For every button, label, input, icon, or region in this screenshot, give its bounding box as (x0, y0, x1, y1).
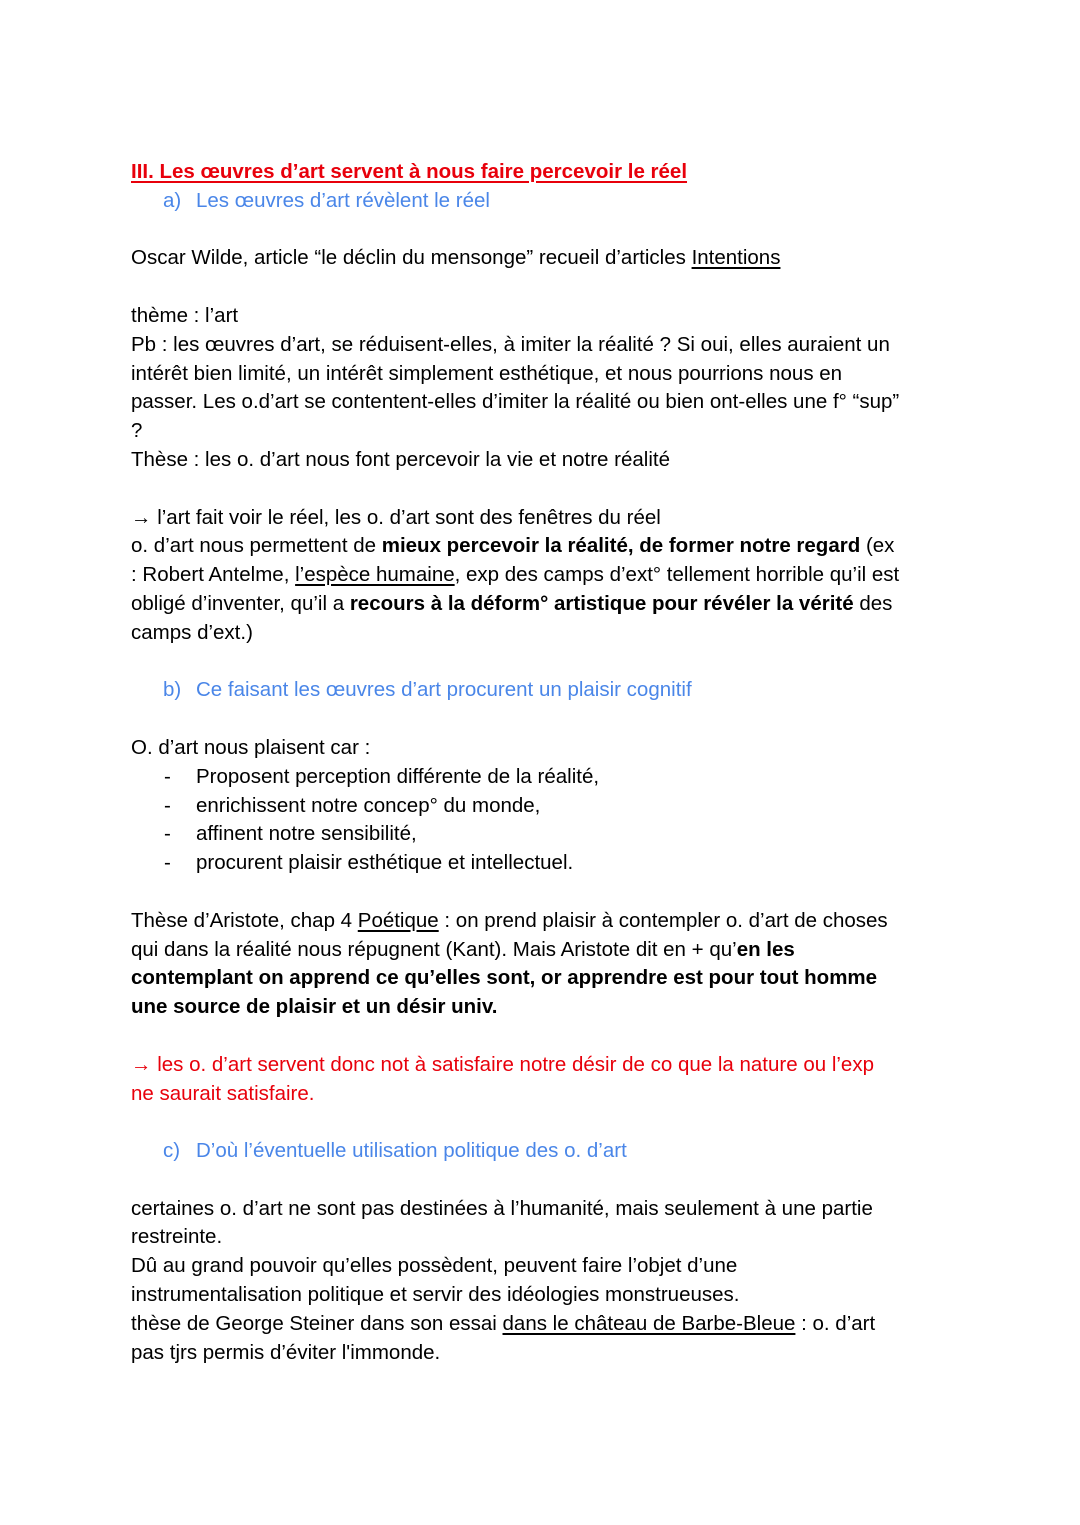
problem-line-1: Pb : les œuvres d’art, se réduisent-elles, à imiter la réalité ? Si oui, elles auraient un (131, 332, 890, 356)
aristote-line-4 (131, 993, 961, 1022)
steiner-text-a: thèse de George Steiner dans son essai (131, 1311, 503, 1335)
subheading-b (131, 676, 961, 705)
dash-bullet: - (164, 851, 171, 875)
list-item (131, 849, 961, 878)
list-item-text: enrichissent notre concep° du monde, (196, 793, 541, 817)
para1-book-title: l’espèce humaine (295, 563, 455, 587)
list-intro: O. d’art nous plaisent car : (131, 735, 371, 759)
list-item (131, 820, 961, 849)
para1-text-f: , exp des camps d’ext° tellement horrible qu’il est (454, 563, 900, 587)
subheading-a (131, 187, 961, 216)
document-body (131, 158, 961, 1367)
theme-line: thème : l’art (131, 303, 239, 327)
list-item (131, 763, 961, 792)
para1-text-d: : Robert Antelme, (131, 563, 296, 587)
steiner-line-2: pas tjrs permis d’éviter l'immonde. (131, 1340, 441, 1364)
list-item-text: procurent plaisir esthétique et intellectuel. (196, 851, 574, 875)
aristote-text-c: : on prend plaisir à contempler o. d’art de choses (438, 908, 888, 932)
subheading-b-letter: b) (163, 678, 182, 702)
subheading-b-title: Ce faisant les œuvres d’art procurent un plaisir cognitif (196, 678, 692, 702)
para1-text-a: o. d’art nous permettent de (131, 534, 382, 558)
aristote-text-a: Thèse d’Aristote, chap 4 (131, 908, 358, 932)
aristote-line-1 (131, 907, 961, 936)
para1-text-g: obligé d’inventer, qu’il a (131, 591, 350, 615)
aristote-bold-f: contemplant on apprend ce qu’elles sont, or apprendre est pour tout homme (131, 966, 878, 990)
steiner-book-title: dans le château de Barbe-Bleue (502, 1311, 796, 1335)
problem-line-2: intérêt bien limité, un intérêt simplement esthétique, et nous pourrions nous en (131, 361, 843, 385)
source-title: Intentions (691, 246, 781, 270)
paragraph-1-line-4: camps d’ext.) (131, 620, 253, 644)
dash-bullet: - (164, 793, 171, 817)
aristote-text-d: qui dans la réalité nous répugnent (Kant). Mais Aristote dit en + qu’ (131, 937, 737, 961)
conclusion-red-line-1: → les o. d’art servent donc not à satisfaire notre désir de co que la nature ou l’exp (131, 1052, 874, 1076)
thesis-line: Thèse : les o. d’art nous font percevoir la vie et notre réalité (131, 447, 670, 471)
dash-bullet: - (164, 764, 171, 788)
para1-text-i: des (853, 591, 893, 615)
problem-line-3: passer. Les o.d’art se contentent-elles d’imiter la réalité ou bien ont-elles une f° “sup” (131, 390, 900, 414)
problem-line-4: ? (131, 419, 143, 443)
list-item (131, 792, 961, 821)
steiner-line-1 (131, 1310, 961, 1339)
section-heading: III. Les œuvres d’art servent à nous faire percevoir le réel (131, 160, 688, 183)
subheading-a-letter: a) (163, 188, 182, 212)
dash-bullet: - (164, 822, 171, 846)
para1-bold-b: mieux percevoir la réalité, de former notre regard (381, 534, 861, 558)
aristote-book-title: Poétique (357, 908, 439, 932)
aristote-bold-g: une source de plaisir et un désir univ. (131, 995, 498, 1019)
pleasure-list (131, 763, 961, 878)
aristote-bold-e: en les (736, 937, 795, 961)
list-item-text: Proposent perception différente de la réalité, (196, 764, 600, 788)
paragraph-1-line-1 (131, 532, 961, 561)
source-line (131, 244, 961, 273)
subheading-c-letter: c) (163, 1139, 181, 1163)
steiner-text-c: : o. d’art (795, 1311, 876, 1335)
subheading-c (131, 1137, 961, 1166)
para1-bold-h: recours à la déform° artistique pour révéler la vérité (349, 591, 854, 615)
aristote-line-2 (131, 936, 961, 965)
list-item-text: affinent notre sensibilité, (196, 822, 417, 846)
c-line-3: Dû au grand pouvoir qu’elles possèdent, peuvent faire l’objet d’une (131, 1254, 738, 1278)
conclusion-red-line-2: ne saurait satisfaire. (131, 1081, 315, 1105)
subheading-a-title: Les œuvres d’art révèlent le réel (196, 188, 490, 212)
c-line-2: restreinte. (131, 1225, 223, 1249)
c-line-1: certaines o. d’art ne sont pas destinées à l’humanité, mais seulement à une partie (131, 1196, 873, 1220)
paragraph-1-line-3 (131, 590, 961, 619)
source-prefix: Oscar Wilde, article “le déclin du mensonge” recueil d’articles (131, 246, 692, 270)
arrow-line-1: → l’art fait voir le réel, les o. d’art sont des fenêtres du réel (131, 505, 661, 529)
subheading-c-title: D’où l’éventuelle utilisation politique des o. d’art (196, 1139, 627, 1163)
paragraph-1-line-2 (131, 561, 961, 590)
aristote-line-3 (131, 964, 961, 993)
c-line-4: instrumentalisation politique et servir des idéologies monstrueuses. (131, 1283, 740, 1307)
para1-text-c: (ex (860, 534, 895, 558)
